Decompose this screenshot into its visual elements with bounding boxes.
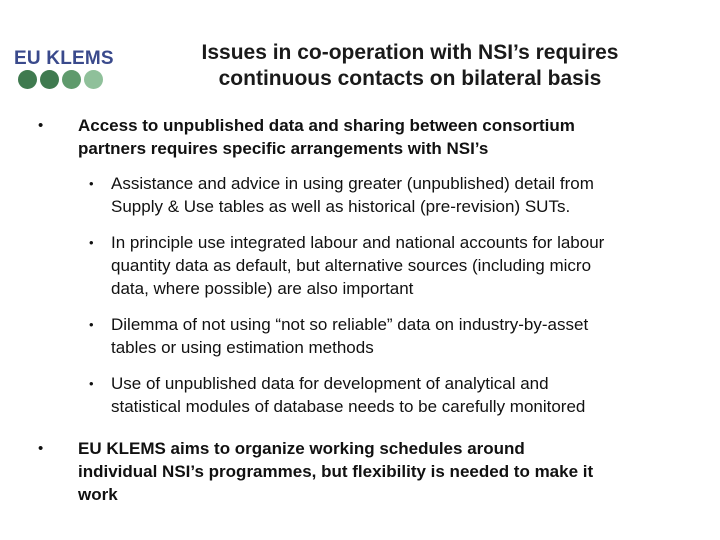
title-line-2: continuous contacts on bilateral basis [218, 67, 602, 90]
sub-bullet-icon: • [89, 317, 94, 332]
sub-bullet-1-line-2: Supply & Use tables as well as historical (pre-revision) SUTs. [111, 197, 571, 216]
sub-bullet-2-line-1: In principle use integrated labour and national accounts for labour [111, 233, 605, 252]
logo-dot-1 [18, 70, 37, 89]
sub-bullet-4-text [111, 372, 711, 418]
sub-bullet-1-line-1: Assistance and advice in using greater (unpublished) detail from [111, 174, 594, 193]
sub-bullet-icon: • [89, 235, 94, 250]
bullet-2-line-3: work [78, 485, 118, 504]
slide-title [150, 40, 670, 92]
bullet-2-text [78, 437, 708, 506]
sub-bullet-4-line-2: statistical modules of database needs to be carefully monitored [111, 397, 586, 416]
bullet-1-text [78, 114, 708, 160]
logo-dot-2 [40, 70, 59, 89]
sub-bullet-3-text [111, 313, 711, 359]
eu-klems-logo [10, 48, 114, 98]
logo-dot-4 [84, 70, 103, 89]
logo-dots [18, 70, 103, 89]
bullet-1-line-2: partners requires specific arrangements with NSI’s [78, 139, 489, 158]
sub-bullet-3-line-2: tables or using estimation methods [111, 338, 374, 357]
sub-bullet-2-line-3: data, where possible) are also important [111, 279, 414, 298]
bullet-icon: • [38, 440, 44, 457]
sub-bullet-3-line-1: Dilemma of not using “not so reliable” data on industry-by-asset [111, 315, 589, 334]
sub-bullet-4-line-1: Use of unpublished data for development of analytical and [111, 374, 549, 393]
bullet-1-line-1: Access to unpublished data and sharing between consortium [78, 116, 575, 135]
sub-bullet-icon: • [89, 176, 94, 191]
sub-bullet-icon: • [89, 376, 94, 391]
sub-bullet-1-text [111, 172, 711, 218]
logo-dot-3 [62, 70, 81, 89]
logo-text: EU KLEMS [14, 48, 114, 69]
bullet-2-line-2: individual NSI’s programmes, but flexibility is needed to make it [78, 462, 594, 481]
sub-bullet-2-line-2: quantity data as default, but alternative sources (including micro [111, 256, 592, 275]
title-line-1: Issues in co-operation with NSI’s requires [201, 41, 619, 64]
bullet-icon: • [38, 117, 44, 134]
bullet-2-line-1: EU KLEMS aims to organize working schedules around [78, 439, 525, 458]
sub-bullet-2-text [111, 231, 711, 300]
